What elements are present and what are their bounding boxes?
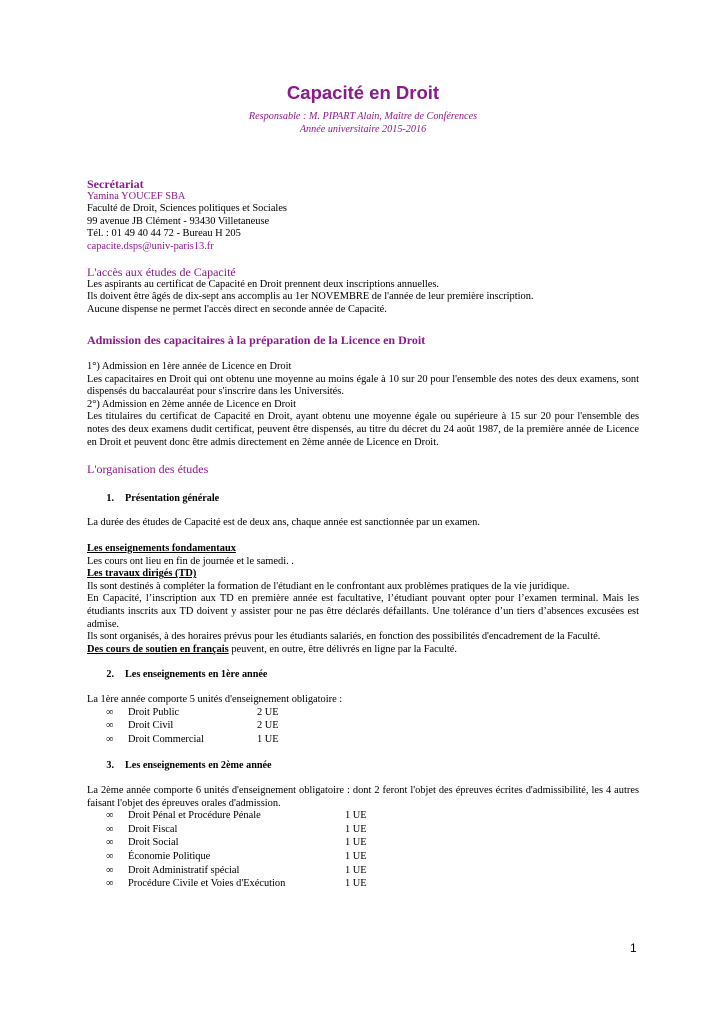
course-label: Économie Politique — [128, 850, 211, 862]
course-ue: 1 UE — [345, 810, 367, 822]
acces-line: Ils doivent être âgés de dix-sept ans accomplis au 1er NOVEMBRE de l'année de leur première inscription. — [87, 291, 534, 303]
admission-section — [87, 334, 639, 347]
second-year-intro: La 2ème année comporte 6 unités d'enseignement obligatoire : dont 2 feront l'objet des épreuves écrites d'admissibilité, les 4 autres faisant l'objet des épreuves orales d'admission. — [87, 785, 639, 809]
course-label: Droit Pénal et Procédure Pénale — [128, 810, 261, 822]
secretariat-name: Yamina YOUCEF SBA — [87, 190, 186, 202]
secretariat-line: 99 avenue JB Clément - 93430 Villetaneuse — [87, 215, 270, 227]
subsection-number: 2. — [106, 669, 114, 680]
td-title: Les travaux dirigés (TD) — [87, 568, 197, 580]
td-text: Ils sont destinés à compléter la formation de l'étudiant en le confrontant aux problèmes pratiques de la vie juridique. — [87, 580, 570, 592]
acces-section — [87, 266, 639, 316]
subsection-title: Les enseignements en 1ère année — [125, 669, 268, 680]
second-year-list — [87, 810, 639, 892]
organisation-section — [87, 463, 639, 476]
course-label: Droit Fiscal — [128, 823, 178, 835]
subsection-heading — [87, 760, 639, 773]
list-item — [87, 720, 639, 734]
infinity-bullet-icon: ∞ — [106, 850, 114, 862]
secretariat-heading: Secrétariat — [87, 177, 144, 191]
soutien-line — [87, 644, 639, 657]
acces-heading: L'accès aux études de Capacité — [87, 265, 236, 279]
infinity-bullet-icon: ∞ — [106, 810, 114, 822]
course-ue: 2 UE — [257, 706, 279, 718]
course-ue: 1 UE — [345, 837, 367, 849]
course-ue: 1 UE — [345, 850, 367, 862]
page-title: Capacité en Droit — [286, 82, 440, 103]
admission-item-title: 1°) Admission en 1ère année de Licence en Droit — [87, 361, 292, 372]
infinity-bullet-icon: ∞ — [106, 706, 114, 718]
soutien-bold: Des cours de soutien en français — [87, 643, 229, 655]
subsection-title: Les enseignements en 2ème année — [125, 760, 272, 771]
subsection-heading — [87, 493, 639, 506]
academic-year: Année universitaire 2015-2016 — [299, 124, 427, 135]
admission-item-text: Les capacitaires en Droit qui ont obtenu une moyenne au moins égale à 10 sur 20 pour l'ensemble des notes des deux examens, sont dispensés du baccalauréat pour s'inscrire dans les Universités. — [87, 373, 639, 398]
secretariat-section — [87, 178, 639, 254]
page-number: 1 — [630, 941, 637, 955]
td-text: En Capacité, l’inscription aux TD en première année est facultative, l’étudiant pouvant opter pour l’examen terminal. Mais les étudiants inscrits aux TD doivent y assister pour ne pas être déclarés défaillants. Une tolérance d’un tiers d’absences excusées est admise. — [87, 593, 639, 630]
list-item — [87, 837, 639, 851]
infinity-bullet-icon: ∞ — [106, 720, 114, 732]
list-item — [87, 878, 639, 892]
course-label: Droit Social — [128, 837, 179, 849]
infinity-bullet-icon: ∞ — [106, 733, 114, 745]
secretariat-email-link[interactable]: capacite.dsps@univ-paris13.fr — [87, 240, 214, 252]
presentation-intro-text: La durée des études de Capacité est de deux ans, chaque année est sanctionnée par un examen. — [87, 517, 480, 528]
list-item — [87, 810, 639, 824]
infinity-bullet-icon: ∞ — [106, 837, 114, 849]
list-item — [87, 707, 639, 721]
first-year-body — [87, 694, 639, 747]
list-item — [87, 734, 639, 748]
course-label: Droit Civil — [128, 720, 174, 732]
course-label: Droit Administratif spécial — [128, 864, 240, 876]
course-ue: 1 UE — [345, 823, 367, 835]
subsection-heading — [87, 669, 639, 682]
td-text: Ils sont organisés, à des horaires prévus pour les étudiants salariés, en fonction des possibilités d'encadrement de la Faculté. — [87, 631, 601, 643]
infinity-bullet-icon: ∞ — [106, 823, 114, 835]
soutien-rest: peuvent, en outre, être délivrés en ligne par la Faculté. — [228, 643, 457, 655]
list-item — [87, 851, 639, 865]
organisation-heading: L'organisation des études — [87, 462, 209, 476]
secretariat-line: Faculté de Droit, Sciences politiques et Sociales — [87, 203, 287, 215]
responsable-line: Responsable : M. PIPART Alain, Maître de Conférences — [248, 111, 478, 122]
first-year-intro: La 1ère année comporte 5 unités d'enseignement obligatoire : — [87, 694, 343, 705]
subsection-title: Présentation générale — [125, 493, 220, 504]
list-item — [87, 865, 639, 879]
course-ue: 1 UE — [345, 864, 367, 876]
fondamentaux-title: Les enseignements fondamentaux — [87, 543, 236, 554]
subsection-number: 3. — [106, 760, 114, 771]
course-ue: 1 UE — [257, 733, 279, 745]
acces-line: Aucune dispense ne permet l'accès direct en seconde année de Capacité. — [87, 303, 387, 315]
course-label: Droit Commercial — [128, 733, 204, 745]
list-item — [87, 824, 639, 838]
course-ue: 2 UE — [257, 720, 279, 732]
acces-line: Les aspirants au certificat de Capacité en Droit prennent deux inscriptions annuelles. — [87, 278, 440, 290]
first-year-list — [87, 707, 639, 748]
fondamentaux-text: Les cours ont lieu en fin de journée et le samedi. . — [87, 555, 294, 567]
admission-item-text: Les titulaires du certificat de Capacité en Droit, ayant obtenu une moyenne égale ou supérieure à 15 sur 20 pour l'ensemble des notes des deux examens dudit certificat, peuvent être dispensés, au titre du décret du 24 août 1987, de la première année de Licence en Droit et peuvent donc être admis directement en 2ème année de Licence en Droit. — [87, 411, 639, 448]
admission-heading: Admission des capacitaires à la préparation de la Licence en Droit — [87, 333, 426, 347]
second-year-body — [87, 785, 639, 892]
admission-body — [87, 361, 639, 449]
secretariat-line: Tél. : 01 49 40 44 72 - Bureau H 205 — [87, 228, 241, 240]
course-label: Droit Public — [128, 706, 180, 718]
infinity-bullet-icon: ∞ — [106, 864, 114, 876]
presentation-body — [87, 543, 639, 656]
infinity-bullet-icon: ∞ — [106, 878, 114, 890]
subsection-number: 1. — [106, 493, 114, 504]
course-ue: 1 UE — [345, 878, 367, 890]
admission-item-title: 2°) Admission en 2ème année de Licence en Droit — [87, 398, 297, 410]
presentation-intro — [87, 517, 639, 530]
course-label: Procédure Civile et Voies d'Exécution — [128, 878, 286, 890]
